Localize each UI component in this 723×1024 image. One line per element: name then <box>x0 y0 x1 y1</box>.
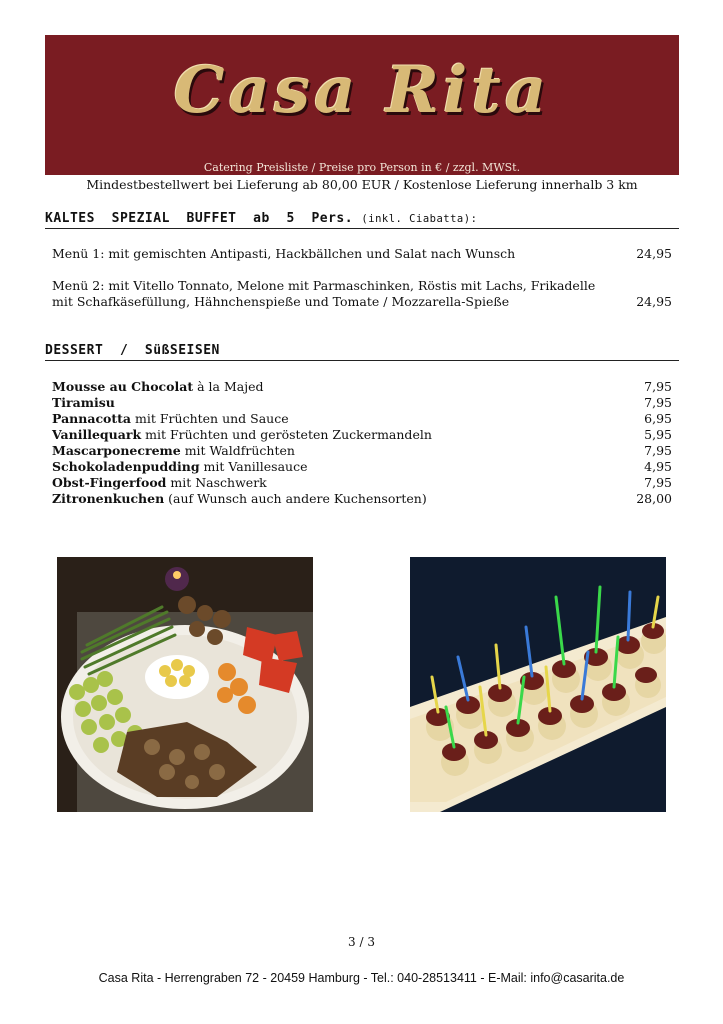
header-banner <box>45 35 679 175</box>
menu-item-price: 24,95 <box>636 294 672 309</box>
dessert-desc: mit Naschwerk <box>166 475 267 490</box>
dessert-desc: mit Vanillesauce <box>199 459 308 474</box>
dessert-name: Vanillequark <box>52 427 142 442</box>
dessert-item <box>52 459 672 475</box>
dessert-item <box>52 443 672 459</box>
dessert-item <box>52 491 672 507</box>
dessert-price: 7,95 <box>644 475 672 490</box>
dessert-name: Obst-Fingerfood <box>52 475 167 490</box>
antipasti-platter-photo <box>57 557 313 812</box>
dessert-item <box>52 379 672 395</box>
page-number: 3 / 3 <box>348 935 375 949</box>
dessert-price: 28,00 <box>636 491 672 506</box>
dessert-price: 5,95 <box>644 427 672 442</box>
dessert-desc: mit Früchten und Sauce <box>131 411 289 426</box>
buffet-note: (inkl. Ciabatta): <box>361 213 478 225</box>
dessert-desc: (auf Wunsch auch andere Kuchensorten) <box>164 491 427 506</box>
dessert-price: 4,95 <box>644 459 672 474</box>
dessert-name: Schokoladenpudding <box>52 459 200 474</box>
footer-contact: Casa Rita - Herrengraben 72 - 20459 Hamburg - Tel.: 040-28513411 - E-Mail: info@casarita.de <box>98 971 625 985</box>
dessert-item <box>52 427 672 443</box>
dessert-name: Tiramisu <box>52 395 115 410</box>
dessert-price: 7,95 <box>644 379 672 394</box>
banner-subtitle: Catering Preisliste / Preise pro Person in € / zzgl. MWSt. <box>203 161 521 174</box>
menu-item-text: Menü 2: mit Vitello Tonnato, Melone mit Parmaschinken, Röstis mit Lachs, Frikadelle mit Schafkäsefüllung, Hähnchenspieße und Tomate / Mozzarella-Spieße <box>52 278 596 309</box>
dessert-item <box>52 411 672 427</box>
dessert-price: 6,95 <box>644 411 672 426</box>
min-order-note: Mindestbestellwert bei Lieferung ab 80,00 EUR / Kostenlose Lieferung innerhalb 3 km <box>86 177 638 192</box>
menu-item-text: Menü 1: mit gemischten Antipasti, Hackbällchen und Salat nach Wunsch <box>52 246 516 261</box>
menu-item <box>52 278 672 310</box>
menu-item-price: 24,95 <box>636 246 672 261</box>
dessert-price: 7,95 <box>644 443 672 458</box>
dessert-item <box>52 395 672 411</box>
dessert-desc: à la Majed <box>193 379 264 394</box>
dessert-desc: mit Früchten und gerösteten Zuckermandeln <box>141 427 432 442</box>
dessert-name: Mousse au Chocolat <box>52 379 194 394</box>
dessert-item <box>52 475 672 491</box>
dessert-name: Mascarponecreme <box>52 443 181 458</box>
dessert-heading: DESSERT / SüßSEISEN <box>45 343 679 361</box>
buffet-title: KALTES SPEZIAL BUFFET ab 5 Pers. <box>45 211 354 226</box>
skewers-platter-photo <box>410 557 666 812</box>
dessert-price: 7,95 <box>644 395 672 410</box>
buffet-heading <box>45 211 679 229</box>
logo: Casa Rita <box>173 53 551 128</box>
menu-item <box>52 246 672 262</box>
dessert-name: Zitronenkuchen <box>52 491 165 506</box>
dessert-desc: mit Waldfrüchten <box>180 443 295 458</box>
dessert-name: Pannacotta <box>52 411 132 426</box>
